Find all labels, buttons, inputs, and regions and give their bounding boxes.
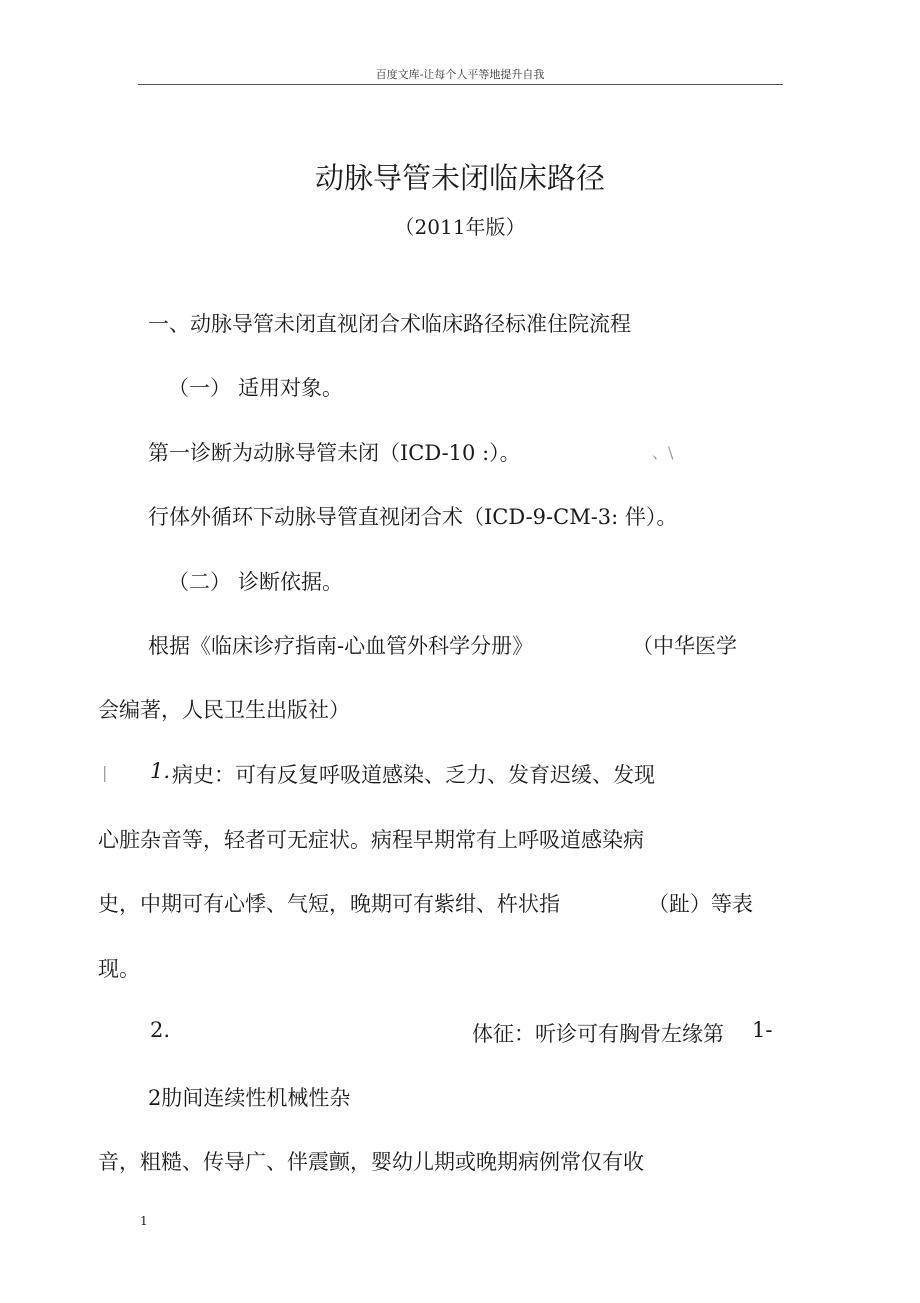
item-number: 2.: [150, 1018, 171, 1042]
paragraph-line: （趾）等表: [648, 892, 753, 916]
header-divider: [138, 84, 783, 85]
margin-mark: |: [102, 763, 108, 782]
paragraph-line: 现。: [98, 957, 140, 981]
item-number: 1.: [150, 759, 171, 783]
page-header: 百度文库-让每个人平等地提升自我: [375, 68, 545, 81]
diagnosis-line: 第一诊断为动脉导管未闭（ICD-10 :）。: [148, 441, 521, 465]
paragraph-line: （中华医学: [632, 634, 737, 658]
paragraph-line: 体征：听诊可有胸骨左缘第: [472, 1022, 724, 1046]
subsection-heading: 诊断依据。: [238, 570, 343, 594]
subsection-number: （一）: [168, 376, 231, 400]
paragraph-line: 会编著，人民卫生出版社）: [98, 698, 350, 722]
paragraph-line: 心脏杂音等，轻者可无症状。病程早期常有上呼吸道感染病: [98, 828, 644, 852]
paragraph-line: 史，中期可有心悸、气短，晚期可有紫绀、杵状指: [98, 892, 560, 916]
paragraph-line: 根据《临床诊疗指南-心血管外科学分册》: [148, 634, 534, 658]
document-subtitle: （2011年版）: [394, 215, 526, 239]
document-title: 动脉导管未闭临床路径: [314, 161, 605, 195]
subsection-heading: 适用对象。: [238, 376, 343, 400]
paragraph-line: 病史：可有反复呼吸道感染、乏力、发育迟缓、发现: [172, 763, 655, 787]
paragraph-line: 2肋间连续性机械性杂: [148, 1086, 351, 1110]
subsection-number: （二）: [168, 570, 231, 594]
section-heading: 一、动脉导管未闭直视闭合术临床路径标准住院流程: [148, 312, 631, 336]
paragraph-line: 1-: [752, 1018, 773, 1042]
page-number: 1: [140, 1214, 148, 1228]
scan-mark: 、\: [652, 443, 674, 462]
procedure-line: 行体外循环下动脉导管直视闭合术（ICD-9-CM-3: 伴）。: [148, 505, 678, 529]
paragraph-line: 音，粗糙、传导广、伴震颤，婴幼儿期或晚期病例常仅有收: [98, 1150, 644, 1174]
